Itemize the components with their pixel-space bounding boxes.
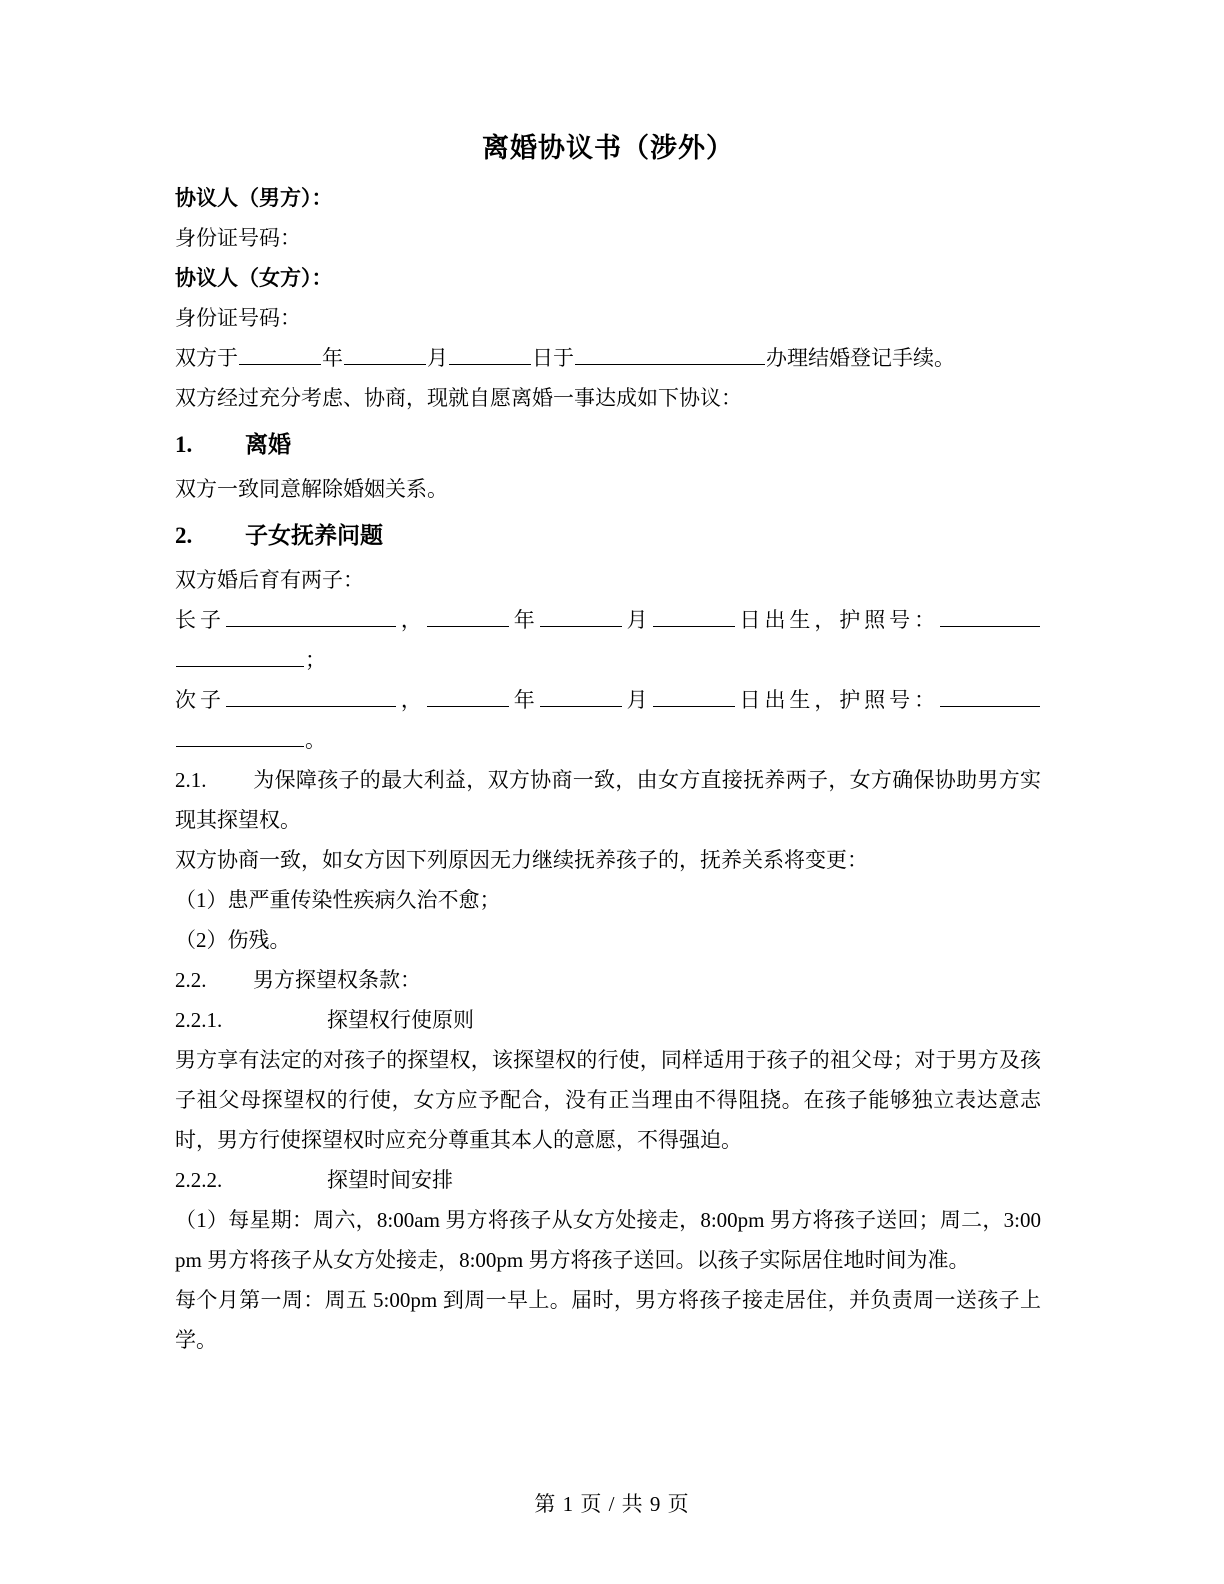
child-eldest-year-unit: 年 xyxy=(509,608,539,632)
document-body xyxy=(175,128,1041,1360)
section-heading-1 xyxy=(175,422,1041,467)
marriage-place-blank xyxy=(575,344,765,365)
marriage-registration-line xyxy=(175,338,1041,378)
marriage-year-unit: 年 xyxy=(322,346,343,370)
clause-2-2-number: 2.2. xyxy=(175,968,207,992)
marriage-year-blank xyxy=(239,344,321,365)
clause-2-2-1 xyxy=(175,1000,1041,1040)
clause-2-1 xyxy=(175,760,1041,840)
child-eldest-comma: ， xyxy=(396,608,426,632)
marriage-month-unit: 月 xyxy=(427,346,448,370)
clause-2-2-1-number: 2.2.1. xyxy=(175,1008,223,1032)
child-second-comma: ， xyxy=(396,688,426,712)
custody-change-item-2: （2）伤残。 xyxy=(175,928,291,952)
child-second-day-unit: 日出生，护照号： xyxy=(735,688,940,712)
section-1-body: 双方一致同意解除婚姻关系。 xyxy=(175,477,448,501)
clause-2-2-2-heading: 探望时间安排 xyxy=(327,1168,453,1192)
clause-2-2-2-number: 2.2.2. xyxy=(175,1168,223,1192)
marriage-suffix: 办理结婚登记手续。 xyxy=(766,346,955,370)
party-husband-id-label: 身份证号码： xyxy=(175,226,301,250)
child-eldest-day-blank xyxy=(653,606,735,627)
child-eldest-passport-blank-a xyxy=(940,606,1040,627)
child-eldest-line xyxy=(175,600,1041,680)
child-second-year-unit: 年 xyxy=(509,688,539,712)
section-1-title: 离婚 xyxy=(245,432,291,457)
child-second-day-blank xyxy=(653,686,735,707)
marriage-month-blank xyxy=(344,344,426,365)
clause-2-2-1-heading: 探望权行使原则 xyxy=(327,1008,474,1032)
party-wife-label: 协议人（女方）： xyxy=(175,266,333,290)
child-eldest-name-blank xyxy=(226,606,396,627)
child-eldest-year-blank xyxy=(427,606,509,627)
clause-2-2-2 xyxy=(175,1160,1041,1200)
marriage-day-blank xyxy=(449,344,531,365)
child-second-month-blank xyxy=(540,686,622,707)
child-second-line xyxy=(175,680,1041,760)
child-eldest-month-blank xyxy=(540,606,622,627)
agreement-intro: 双方经过充分考虑、协商，现就自愿离婚一事达成如下协议： xyxy=(175,386,742,410)
marriage-day-unit: 日于 xyxy=(532,346,574,370)
child-eldest-month-unit: 月 xyxy=(622,608,652,632)
child-second-name-blank xyxy=(226,686,396,707)
child-second-passport-blank-a xyxy=(940,686,1040,707)
child-second-label: 次子 xyxy=(175,688,225,712)
clause-2-1-number: 2.1. xyxy=(175,768,207,792)
child-second-month-unit: 月 xyxy=(622,688,652,712)
child-second-terminator: 。 xyxy=(305,728,326,752)
marriage-prefix: 双方于 xyxy=(175,346,238,370)
custody-change-lead: 双方协商一致，如女方因下列原因无力继续抚养孩子的，抚养关系将变更： xyxy=(175,848,868,872)
section-heading-2 xyxy=(175,513,1041,558)
page-footer: 第 1 页 / 共 9 页 xyxy=(534,1492,690,1516)
visitation-weekly-text: （1）每星期：周六，8:00am 男方将孩子从女方处接走，8:00pm 男方将孩子送回；周二，3:00pm 男方将孩子从女方处接走，8:00pm 男方将孩子送回。以孩子实际居住地时间为准。 xyxy=(175,1208,1041,1272)
section-2-body: 双方婚后育有两子： xyxy=(175,568,364,592)
child-eldest-day-unit: 日出生，护照号： xyxy=(735,608,940,632)
section-2-title: 子女抚养问题 xyxy=(245,523,383,548)
visitation-monthly-text: 每个月第一周：周五 5:00pm 到周一早上。届时，男方将孩子接走居住，并负责周一送孩子上学。 xyxy=(175,1288,1041,1352)
child-eldest-passport-blank-b xyxy=(176,646,304,667)
section-2-number: 2. xyxy=(175,523,193,548)
clause-2-1-text: 为保障孩子的最大利益，双方协商一致，由女方直接抚养两子，女方确保协助男方实现其探望权。 xyxy=(175,768,1041,832)
child-second-year-blank xyxy=(427,686,509,707)
custody-change-item-1: （1）患严重传染性疾病久治不愈； xyxy=(175,888,501,912)
party-wife-id-label: 身份证号码： xyxy=(175,306,301,330)
section-1-number: 1. xyxy=(175,432,193,457)
page-title: 离婚协议书（涉外） xyxy=(482,133,734,163)
child-second-passport-blank-b xyxy=(176,726,304,747)
clause-2-2-1-text: 男方享有法定的对孩子的探望权，该探望权的行使，同样适用于孩子的祖父母；对于男方及孩子祖父母探望权的行使，女方应予配合，没有正当理由不得阻挠。在孩子能够独立表达意志时，男方行使探望权时应充分尊重其本人的意愿，不得强迫。 xyxy=(175,1048,1041,1152)
party-husband-label: 协议人（男方）： xyxy=(175,186,333,210)
clause-2-2 xyxy=(175,960,1041,1000)
child-eldest-terminator: ； xyxy=(305,648,326,672)
clause-2-2-heading: 男方探望权条款： xyxy=(253,968,421,992)
child-eldest-label: 长子 xyxy=(175,608,225,632)
